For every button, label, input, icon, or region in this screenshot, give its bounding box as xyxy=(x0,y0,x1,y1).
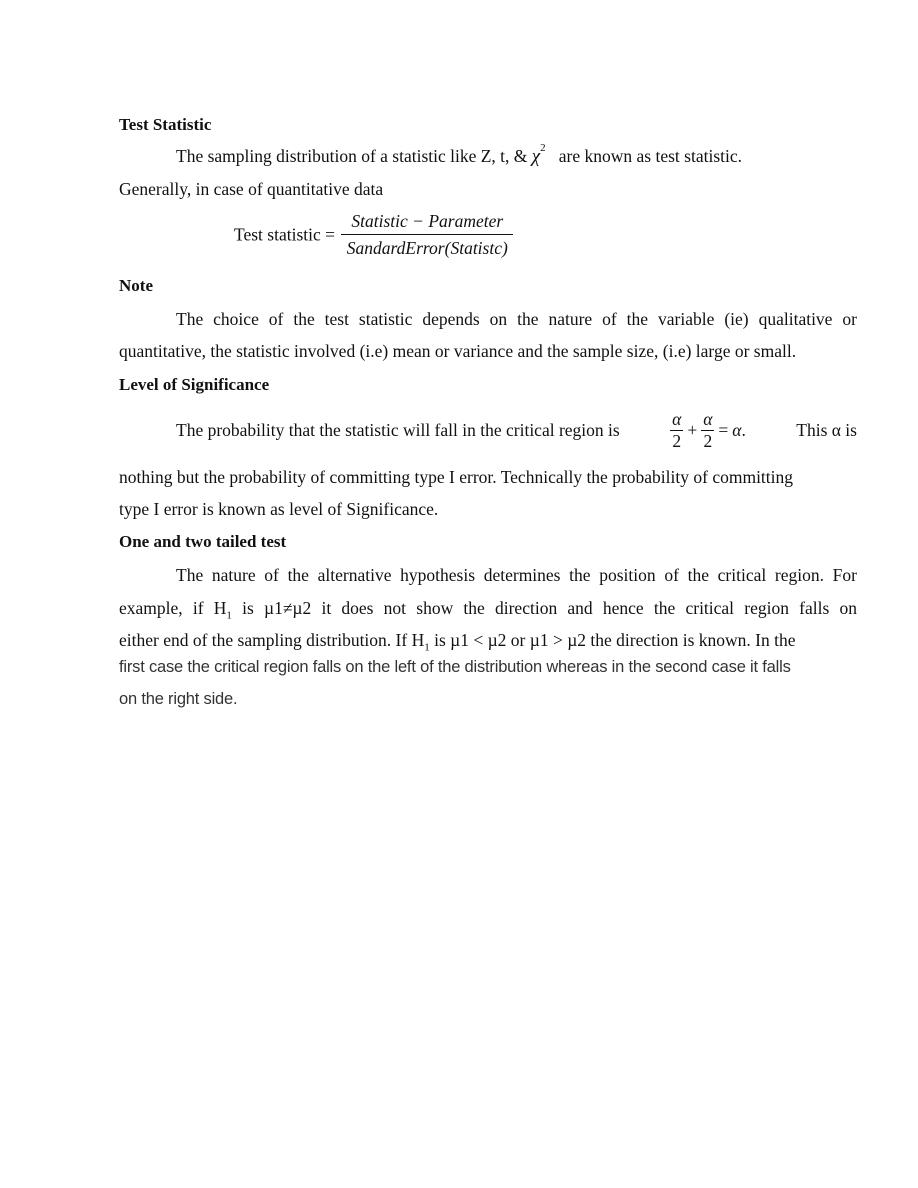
plus-sign: + xyxy=(687,419,698,440)
formula-numerator: Statistic − Parameter xyxy=(341,211,513,235)
heading-note: Note xyxy=(119,276,153,295)
level-line-2: nothing but the probability of committing type I error. Technically the probability of committing xyxy=(119,467,794,487)
tailed-line-2-a: example, if H xyxy=(119,598,227,618)
heading-level-of-significance: Level of Significance xyxy=(119,375,270,394)
tailed-line-1: The nature of the alternative hypothesis determines the position of the critical region. For xyxy=(176,565,857,585)
level-line-1 xyxy=(176,407,857,453)
formula-fraction xyxy=(341,211,513,259)
tailed-line-3-a: either end of the sampling distribution. If H xyxy=(119,630,425,650)
tailed-line-4: first case the critical region falls on the left of the distribution whereas in the second case it falls xyxy=(119,658,791,676)
test-statistic-line-1 xyxy=(176,142,857,168)
level-line-3: type I error is known as level of Significance. xyxy=(119,499,439,519)
note-line-2: quantitative, the statistic involved (i.e) mean or variance and the sample size, (i.e) large or small. xyxy=(119,341,797,361)
tailed-line-2-content xyxy=(119,598,857,622)
tailed-line-3-b: is µ1 < µ2 or µ1 > µ2 the direction is known. In the xyxy=(429,630,796,650)
chi-exponent: 2 xyxy=(540,142,546,155)
tailed-line-2-sub: 1 xyxy=(226,609,232,622)
formula-denominator-b: (Statistc) xyxy=(444,238,508,258)
level-line-1-tail: This α is xyxy=(796,419,857,440)
chi-symbol: χ xyxy=(531,146,541,167)
alpha-numerator-2: α xyxy=(703,408,713,429)
alpha-fraction-1 xyxy=(670,409,683,452)
test-statistic-line-1-tail: are known as test statistic. xyxy=(558,146,743,166)
tailed-line-2-b: is µ1≠µ2 it does not show the direction and hence the critical region falls on xyxy=(231,598,858,618)
tailed-line-5: on the right side. xyxy=(119,690,238,708)
equals-sign: = xyxy=(718,419,729,440)
alpha-numerator-1: α xyxy=(672,408,682,429)
tailed-line-2 xyxy=(119,598,857,622)
test-statistic-line-2: Generally, in case of quantitative data xyxy=(119,179,384,199)
test-statistic-formula xyxy=(234,211,513,259)
equation-end: . xyxy=(741,419,746,440)
note-line-1: The choice of the test statistic depends on the nature of the variable (ie) qualitative or xyxy=(176,309,857,329)
alpha-denominator-1: 2 xyxy=(672,430,682,451)
test-statistic-line-1-text: The sampling distribution of a statistic like Z, t, & xyxy=(176,146,532,166)
tailed-line-3-sub: 1 xyxy=(424,641,430,654)
formula-denominator xyxy=(341,235,513,259)
alpha-result: α xyxy=(732,419,742,440)
heading-test-statistic: Test Statistic xyxy=(119,115,212,134)
alpha-equation xyxy=(670,409,746,452)
tailed-line-3 xyxy=(119,630,857,654)
alpha-fraction-2 xyxy=(701,409,714,452)
heading-one-and-two-tailed-test: One and two tailed test xyxy=(119,532,287,551)
alpha-denominator-2: 2 xyxy=(703,430,713,451)
level-line-1-text: The probability that the statistic will fall in the critical region is xyxy=(176,419,620,440)
formula-label: Test statistic = xyxy=(234,224,335,245)
formula-denominator-a: SandardError xyxy=(346,238,445,258)
